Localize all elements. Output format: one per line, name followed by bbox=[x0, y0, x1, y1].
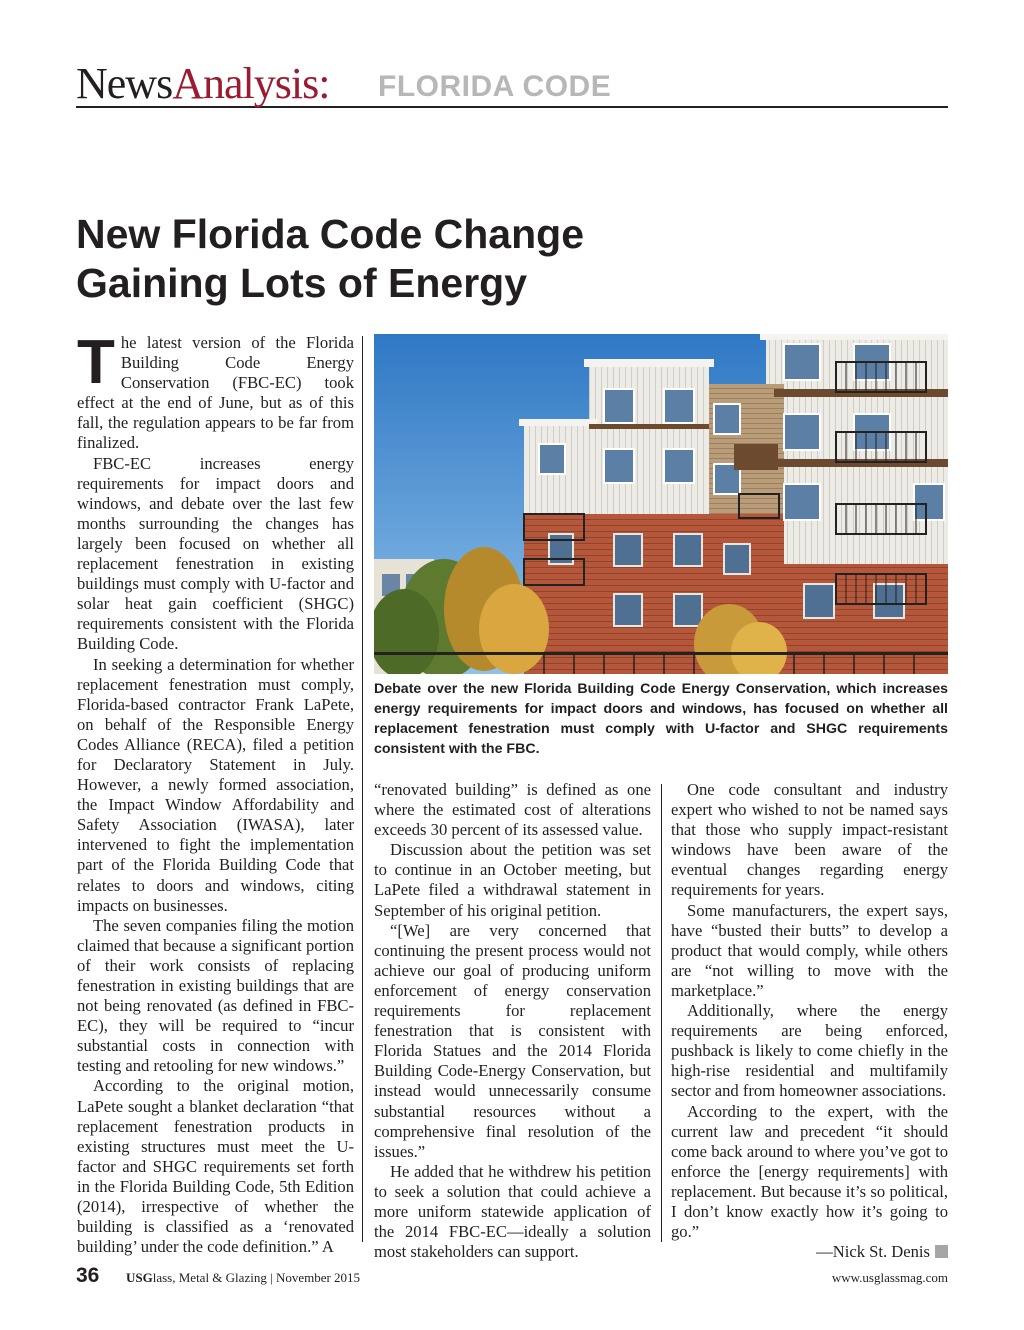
website-url: www.usglassmag.com bbox=[831, 1270, 948, 1285]
paragraph: One code consultant and industry expert who wished to not be named says that those who supply impact-resistant windows have been aware of the eventual changes regarding energy requirements for years. bbox=[671, 780, 948, 900]
article-column-3 bbox=[671, 780, 948, 1262]
column-divider bbox=[661, 784, 662, 1242]
apartment-building-photo bbox=[374, 334, 948, 674]
column-divider bbox=[362, 336, 363, 1242]
end-mark-icon bbox=[935, 1245, 948, 1258]
paragraph: Additionally, where the energy requirements are being enforced, pushback is likely to come chiefly in the high-rise residential and multifamily sector and from homeowner associations. bbox=[671, 1001, 948, 1101]
author-signature: —Nick St. Denis bbox=[671, 1242, 948, 1262]
masthead-news: News bbox=[76, 59, 173, 108]
masthead-analysis: Analysis: bbox=[172, 59, 330, 108]
headline-line-1: New Florida Code Change bbox=[76, 211, 584, 257]
article-column-1 bbox=[77, 328, 354, 1257]
paragraph: “renovated building” is defined as one where the estimated cost of alterations exceeds 30 percent of its assessed value. bbox=[374, 780, 651, 840]
article-photo bbox=[374, 334, 948, 674]
masthead bbox=[76, 56, 948, 108]
photo-caption: Debate over the new Florida Building Code Energy Conservation, which increases energy requirements for impact doors and windows, has focused on whether all replacement fenestration must comply with U-factor and SHGC requirements consistent with the FBC. bbox=[374, 681, 948, 757]
paragraph: Discussion about the petition was set to continue in an October meeting, but LaPete filed a withdrawal statement in September of his original petition. bbox=[374, 840, 651, 920]
paragraph: The latest version of the Florida Building Code Energy Conservation (FBC-EC) took effect at the end of June, but as of this fall, the regulation appears to be far from finalized. bbox=[77, 328, 354, 453]
paragraph: According to the original motion, LaPete sought a blanket declaration “that replacement fenestration products in existing structures must meet the U-factor and SHGC requirements set forth in the Florida Building Code, 5th Edition (2014), irrespective of whether the building is classified as a ‘renovated building’ under the code definition.” A bbox=[77, 1076, 354, 1257]
paragraph: “[We] are very concerned that continuing the present process would not achieve our goal of producing uniform enforcement of energy conservation requirements for replacement fenestration that is consistent with Florida Statues and the 2014 Florida Building Code-Energy Conservation, but instead would unnecessarily consume substantial resources without a comprehensive final resolution of the issues.” bbox=[374, 920, 651, 1161]
masthead-title bbox=[76, 59, 330, 108]
headline-line-2: Gaining Lots of Energy bbox=[76, 260, 528, 306]
paragraph: According to the expert, with the current law and precedent “it should come back around to where you’ve got to enforce the [energy requirements] with replacement. But because it’s so political, I don’t know exactly how it’s going to go.” bbox=[671, 1101, 948, 1242]
article-headline bbox=[76, 210, 776, 308]
paragraph: The seven companies filing the motion claimed that because a significant portion of their work consists of replacing fenestration in existing buildings that are not being renovated (as defined in FBC-EC), they will be required to “incur substantial costs in connection with testing and retooling for new windows.” bbox=[77, 915, 354, 1076]
drop-cap: T bbox=[77, 328, 115, 397]
page-footer bbox=[76, 1264, 948, 1288]
article-column-2 bbox=[374, 780, 651, 1262]
paragraph: He added that he withdrew his petition to seek a solution that could achieve a more uniform statewide application of the 2014 FBC-EC—ideally a solution most stakeholders can support. bbox=[374, 1161, 651, 1262]
section-label: FLORIDA CODE bbox=[378, 70, 612, 103]
paragraph: Some manufacturers, the expert says, have “busted their butts” to develop a product that would comply, while others are “not willing to move with the marketplace.” bbox=[671, 900, 948, 1000]
page-number: 36 bbox=[76, 1264, 100, 1287]
publication-info: USGlass, Metal & Glazing | November 2015 bbox=[126, 1270, 361, 1285]
paragraph: In seeking a determination for whether replacement fenestration must comply, Florida-based contractor Frank LaPete, on behalf of the Responsible Energy Codes Alliance (RECA), filed a petition for Declaratory Statement in July. However, a newly formed association, the Impact Window Affordability and Safety Association (IWASA), later intervened to fight the implementation part of the Florida Building Code that relates to doors and windows, citing impacts on businesses. bbox=[77, 654, 354, 915]
paragraph: FBC-EC increases energy requirements for impact doors and windows, and debate over the last few months surrounding the changes has largely been focused on whether all replacement fenestration in existing buildings must comply with U-factor and solar heat gain coefficient (SHGC) requirements consistent with the Florida Building Code. bbox=[77, 453, 354, 654]
